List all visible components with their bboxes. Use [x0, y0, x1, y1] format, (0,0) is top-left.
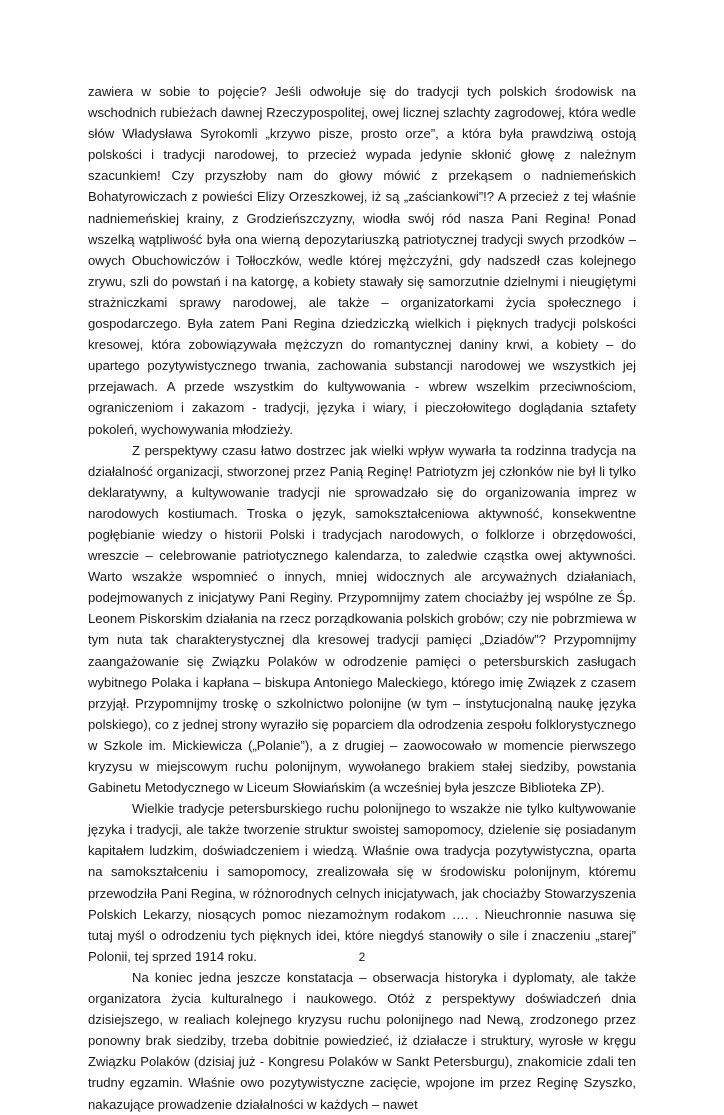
- paragraph-4: Na koniec jedna jeszcze konstatacja – obserwacja historyka i dyplomaty, ale także organizatora życia kulturalnego i naukowego. Otóż z perspektywy doświadczeń dnia dzisiejszego, w realiach kolejnego kryzysu ruchu polonijnego nad Newą, zrodzonego przez ponowny brak siedziby, trzeba dobitnie powiedzieć, iż działacze i struktury, wyrosłe w kręgu Związku Polaków (dzisiaj już - Kongresu Polaków w Sankt Petersburgu), znakomicie zdali ten trudny egzamin. Właśnie owo pozytywistyczne zacięcie, wpojone im przez Reginę Szyszko, nakazujące prowadzenie działalności w każdych – nawet: [88, 969, 636, 1112]
- paragraph-3: Wielkie tradycje petersburskiego ruchu polonijnego to wszakże nie tylko kultywowanie języka i tradycji, ale także tworzenie struktur swoistej samopomocy, dzielenie się posiadanym kapitałem ludzkim, doświadczeniem i wiedzą. Właśnie owa tradycja pozytywistyczna, oparta na samokształceniu i samopomocy, zrealizowała się w środowisku polonijnym, któremu przewodziła Pani Regina, w różnorodnych celnych inicjatywach, jak chociażby Stowarzyszenia Polskich Lekarzy, niosących pomoc niezamożnym rodakom …. . Nieuchronnie nasuwa się tutaj myśl o odrodzeniu tych pięknych idei, które niegdyś stanowiły o sile i znaczeniu „starej” Polonii, tej sprzed 1914 roku.: [88, 801, 636, 964]
- page-number: 2: [358, 950, 366, 964]
- paragraph-1: zawiera w sobie to pojęcie? Jeśli odwołuje się do tradycji tych polskich środowisk na wschodnich rubieżach dawnej Rzeczypospolitej, owej licznej szlachty zagrodowej, która wedle słów Władysława Syrokomli „krzywo pisze, prosto orze”, a która była prawdziwą ostoją polskości i tradycji narodowej, to przecież wypada jedynie skłonić głowę z należnym szacunkiem! Czy przyszłoby nam do głowy mówić z przekąsem o nadniemeńskich Bohatyrowiczach z powieści Elizy Orzeszkowej, iż są „zaściankowi”!? A przecież z tej właśnie nadniemeńskiej krainy, z Grodzieńszczyzny, wiodła swój ród nasza Pani Regina! Ponad wszelką wątpliwość była ona wierną depozytariuszką patriotycznej tradycji swych przodków – owych Obuchowiczów i Tołłoczków, wedle której mężczyźni, gdy nadszedł czas kolejnego zrywu, szli do powstań i na katorgę, a kobiety stawały się samorzutnie dzielnymi i nieugiętymi strażniczkami sprawy narodowej, ale także – organizatorkami życia społecznego i gospodarczego. Była zatem Pani Regina dziedziczką wielkich i pięknych tradycji polskości kresowej, która zobowiązywała mężczyzn do romantycznej daniny krwi, a kobiety – do upartego pozytywistycznego trwania, zachowania substancji narodowej we wszystkich jej przejawach. A przede wszystkim do kultywowania - wbrew wszelkim przeciwnościom, ograniczeniom i zakazom - tradycji, języka i wiary, i pieczołowitego doglądania sztafety pokoleń, wychowywania młodzieży.: [88, 84, 636, 437]
- paragraph-2: Z perspektywy czasu łatwo dostrzec jak wielki wpływ wywarła ta rodzinna tradycja na działalność organizacji, stworzonej przez Panią Reginę! Patriotyzm jej członków nie był li tylko deklaratywny, a kultywowanie tradycji nie sprowadzało się do organizowania imprez w narodowych kostiumach. Troska o język, samokształceniowa aktywność, konsekwentne pogłębianie wiedzy o historii Polski i tradycjach narodowych, o folklorze i obrzędowości, wreszcie – celebrowanie patriotycznego kalendarza, to zaledwie cząstka owej aktywności. Warto wszakże wspomnieć o innych, mniej widocznych ale arcyważnych działaniach, podejmowanych z inicjatywy Pani Reginy. Przypomnijmy zatem chociażby jej wspólne ze Śp. Leonem Piskorskim działania na rzecz porządkowania polskich grobów; czy nie pobrzmiewa w tym nuta tak charakterystycznej dla kresowej tradycji pamięci „Dziadów”? Przypomnijmy zaangażowanie się Związku Polaków w odrodzenie pamięci o petersburskich zasługach wybitnego Polaka i kapłana – biskupa Antoniego Maleckiego, którego imię Związek z czasem przyjął. Przypomnijmy troskę o szkolnictwo polonijne (w tym – instytucjonalną naukę języka polskiego), co z jednej strony wyraziło się poparciem dla odrodzenia zespołu folklorystycznego w Szkole im. Mickiewicza („Polanie”), a z drugiej – zaowocowało w momencie pierwszego kryzysu w miejscowym ruchu polonijnym, wywołanego brakiem stałej siedziby, powstania Gabinetu Metodycznego w Liceum Słowiańskim (a wcześniej była jeszcze Biblioteka ZP).: [88, 442, 636, 796]
